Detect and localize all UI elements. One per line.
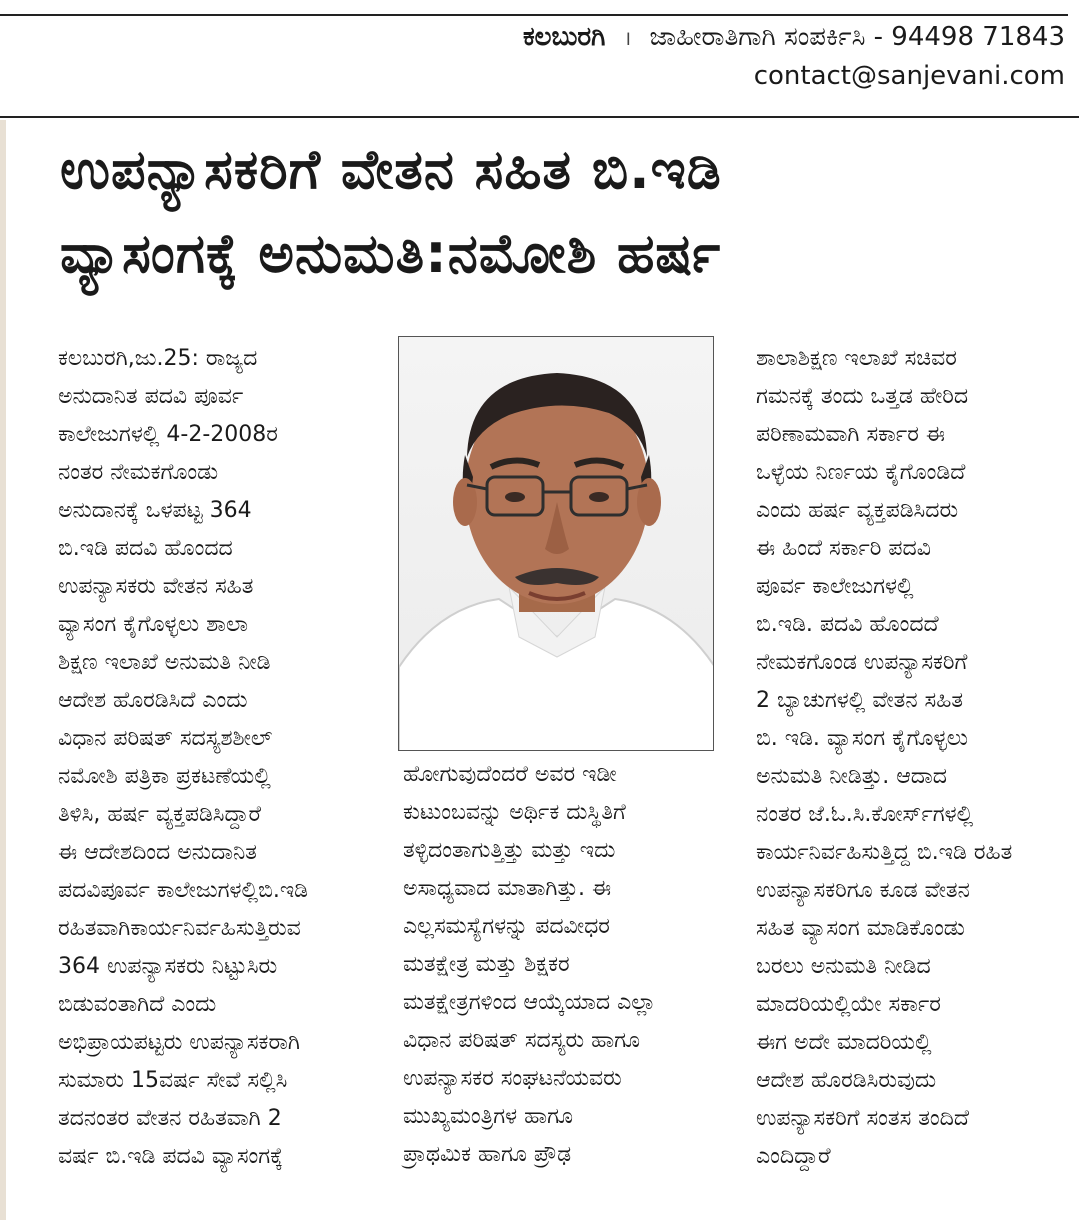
article-line: ಎಂದಿದ್ದಾರೆ [756, 1144, 831, 1169]
column-left [58, 340, 358, 1176]
article-line: ವಿಧಾನ ಪರಿಷತ್ ಸದಸ್ಯಶಶೀಲ್ [58, 726, 273, 751]
article-line: ಪರಿಣಾಮವಾಗಿ ಸರ್ಕಾರ ಈ [756, 422, 945, 447]
left-margin-bar [0, 120, 6, 1220]
article-line: ಆದೇಶ ಹೊರಡಿಸಿದೆ ಎಂದು [58, 688, 248, 713]
top-rule [0, 14, 1068, 16]
article-line: ನಂತರ ನೇಮಕಗೊಂಡು [58, 460, 219, 485]
column-middle [403, 756, 713, 1174]
article-line: ಪ್ರಾಥಮಿಕ ಹಾಗೂ ಪ್ರೌಢ [403, 1142, 572, 1167]
article-line: ಬಿ. ಇಡಿ. ವ್ಯಾಸಂಗ ಕೈಗೊಳ್ಳಲು [756, 726, 969, 751]
article-line: ಶಾಲಾಶಿಕ್ಷಣ ಇಲಾಖೆ ಸಚಿವರ [756, 346, 957, 371]
article-line: ಅನುದಾನಕ್ಕೆ ಒಳಪಟ್ಟ 364 [58, 498, 252, 523]
article-line: ಅನುದಾನಿತ ಪದವಿ ಪೂರ್ವ [58, 384, 244, 409]
article-line: ಮುಖ್ಯಮಂತ್ರಿಗಳ ಹಾಗೂ [403, 1104, 574, 1129]
article-line: ಪದವಿಪೂರ್ವ ಕಾಲೇಜುಗಳಲ್ಲಿಬಿ.ಇಡಿ [58, 878, 309, 903]
article-line: ಉಪನ್ಯಾಸಕರು ವೇತನ ಸಹಿತ [58, 574, 254, 599]
article-line: ಬಿ.ಇಡಿ ಪದವಿ ಹೊಂದದ [58, 536, 233, 561]
article-line: ಎಲ್ಲಸಮಸ್ಯೆಗಳನ್ನು ಪದವೀಧರ [403, 914, 610, 939]
masthead-ad-contact: ಜಾಹೀರಾತಿಗಾಗಿ ಸಂಪರ್ಕಿಸಿ - 94498 71843 [649, 22, 1065, 52]
article-line: ತಳ್ಳಿದಂತಾಗುತ್ತಿತ್ತು ಮತ್ತು ಇದು [403, 838, 616, 863]
portrait-photo [398, 336, 714, 751]
article-line: ಸಹಿತ ವ್ಯಾಸಂಗ ಮಾಡಿಕೊಂಡು [756, 916, 965, 941]
headline-line-2: ವ್ಯಾಸಂಗಕ್ಕೆ ಅನುಮತಿ:ನಮೋಶಿ ಹರ್ಷ [60, 222, 722, 285]
article-line: ಈ ಹಿಂದೆ ಸರ್ಕಾರಿ ಪದವಿ [756, 536, 931, 561]
article-line: ವಿಧಾನ ಪರಿಷತ್ ಸದಸ್ಯರು ಹಾಗೂ [403, 1028, 641, 1053]
masthead-contact-row [523, 20, 1065, 55]
article-line: ತದನಂತರ ವೇತನ ರಹಿತವಾಗಿ 2 [58, 1106, 282, 1131]
headline [60, 128, 1050, 296]
article-line: ಅನುಮತಿ ನೀಡಿತ್ತು. ಆದಾದ [756, 764, 947, 789]
article-line: ಈಗ ಅದೇ ಮಾದರಿಯಲ್ಲಿ [756, 1030, 932, 1055]
article-line: ಮತಕ್ಷೇತ್ರ ಮತ್ತು ಶಿಕ್ಷಕರ [403, 952, 570, 977]
article-line: ಕುಟುಂಬವನ್ನು ಅರ್ಥಿಕ ದುಸ್ಥಿತಿಗೆ [403, 800, 626, 825]
article-line: ಪೂರ್ವ ಕಾಲೇಜುಗಳಲ್ಲಿ [756, 574, 914, 599]
article-line: ಕಾಲೇಜುಗಳಲ್ಲಿ 4-2-2008ರ [58, 422, 278, 447]
article-line: ಹೋಗುವುದೆಂದರೆ ಅವರ ಇಡೀ [403, 762, 617, 787]
article-line: 364 ಉಪನ್ಯಾಸಕರು ನಿಟ್ಟುಸಿರು [58, 954, 278, 979]
headline-line-1: ಉಪನ್ಯಾಸಕರಿಗೆ ವೇತನ ಸಹಿತ ಬಿ.ಇಡಿ [60, 138, 722, 201]
masthead-city: ಕಲಬುರಗಿ [522, 22, 606, 52]
article-line: ವ್ಯಾಸಂಗ ಕೈಗೊಳ್ಳಲು ಶಾಲಾ [58, 612, 248, 637]
article-line: ಬಿಡುವಂತಾಗಿದೆ ಎಂದು [58, 992, 217, 1017]
article-line: ಕಲಬುರಗಿ,ಜು.25: ರಾಜ್ಯದ [58, 346, 258, 371]
header-rule [0, 116, 1079, 118]
article-line: ಬರಲು ಅನುಮತಿ ನೀಡಿದ [756, 954, 931, 979]
article-line: ಬಿ.ಇಡಿ. ಪದವಿ ಹೊಂದದೆ [756, 612, 939, 637]
article-line: ನಂತರ ಜೆ.ಓ.ಸಿ.ಕೋರ್ಸ್‌ಗಳಲ್ಲಿ [756, 802, 974, 827]
article-line: ವರ್ಷ ಬಿ.ಇಡಿ ಪದವಿ ವ್ಯಾಸಂಗಕ್ಕೆ [58, 1144, 284, 1169]
article-line: 2 ಬ್ಯಾಚುಗಳಲ್ಲಿ ವೇತನ ಸಹಿತ [756, 688, 963, 713]
article-line: ಉಪನ್ಯಾಸಕರಿಗೂ ಕೂಡ ವೇತನ [756, 878, 970, 903]
article-line: ಮತಕ್ಷೇತ್ರಗಳಿಂದ ಆಯ್ಕೆಯಾದ ಎಲ್ಲಾ [403, 990, 656, 1015]
article-line: ತಿಳಿಸಿ, ಹರ್ಷ ವ್ಯಕ್ತಪಡಿಸಿದ್ದಾರೆ [58, 802, 261, 827]
column-right [756, 340, 1061, 1176]
portrait-illustration [399, 337, 714, 751]
article-line: ನಮೋಶಿ ಪತ್ರಿಕಾ ಪ್ರಕಟಣೆಯಲ್ಲಿ [58, 764, 271, 789]
article-line: ಅಭಿಪ್ರಾಯಪಟ್ಟರು ಉಪನ್ಯಾಸಕರಾಗಿ [58, 1030, 300, 1055]
article-line: ಉಪನ್ಯಾಸಕರ ಸಂಘಟನೆಯವರು [403, 1066, 622, 1091]
article-line: ಒಳ್ಳೆಯ ನಿರ್ಣಯ ಕೈಗೊಂಡಿದೆ [756, 460, 966, 485]
article-line: ಮಾದರಿಯಲ್ಲಿಯೇ ಸರ್ಕಾರ [756, 992, 941, 1017]
masthead-separator: । [623, 26, 632, 50]
article-line: ಗಮನಕ್ಕೆ ತಂದು ಒತ್ತಡ ಹೇರಿದ [756, 384, 969, 409]
article-line: ಎಂದು ಹರ್ಷ ವ್ಯಕ್ತಪಡಿಸಿದರು [756, 498, 959, 523]
article-line: ರಹಿತವಾಗಿಕಾರ್ಯನಿರ್ವಹಿಸುತ್ತಿರುವ [58, 916, 301, 941]
article-line: ಸುಮಾರು 15ವರ್ಷ ಸೇವೆ ಸಲ್ಲಿಸಿ [58, 1068, 288, 1093]
article-line: ಆದೇಶ ಹೊರಡಿಸಿರುವುದು [756, 1068, 937, 1093]
article-line: ಈ ಆದೇಶದಿಂದ ಅನುದಾನಿತ [58, 840, 257, 865]
article-line: ನೇಮಕಗೊಂಡ ಉಪನ್ಯಾಸಕರಿಗೆ [756, 650, 968, 675]
article-line: ಉಪನ್ಯಾಸಕರಿಗೆ ಸಂತಸ ತಂದಿದೆ [756, 1106, 969, 1131]
masthead [523, 20, 1065, 95]
article-line: ಶಿಕ್ಷಣ ಇಲಾಖೆ ಅನುಮತಿ ನೀಡಿ [58, 650, 271, 675]
masthead-email: contact@sanjevani.com [753, 61, 1065, 91]
article-line: ಅಸಾಧ್ಯವಾದ ಮಾತಾಗಿತ್ತು. ಈ [403, 876, 612, 901]
article-line: ಕಾರ್ಯನಿರ್ವಹಿಸುತ್ತಿದ್ದ ಬಿ.ಇಡಿ ರಹಿತ [756, 840, 1013, 865]
